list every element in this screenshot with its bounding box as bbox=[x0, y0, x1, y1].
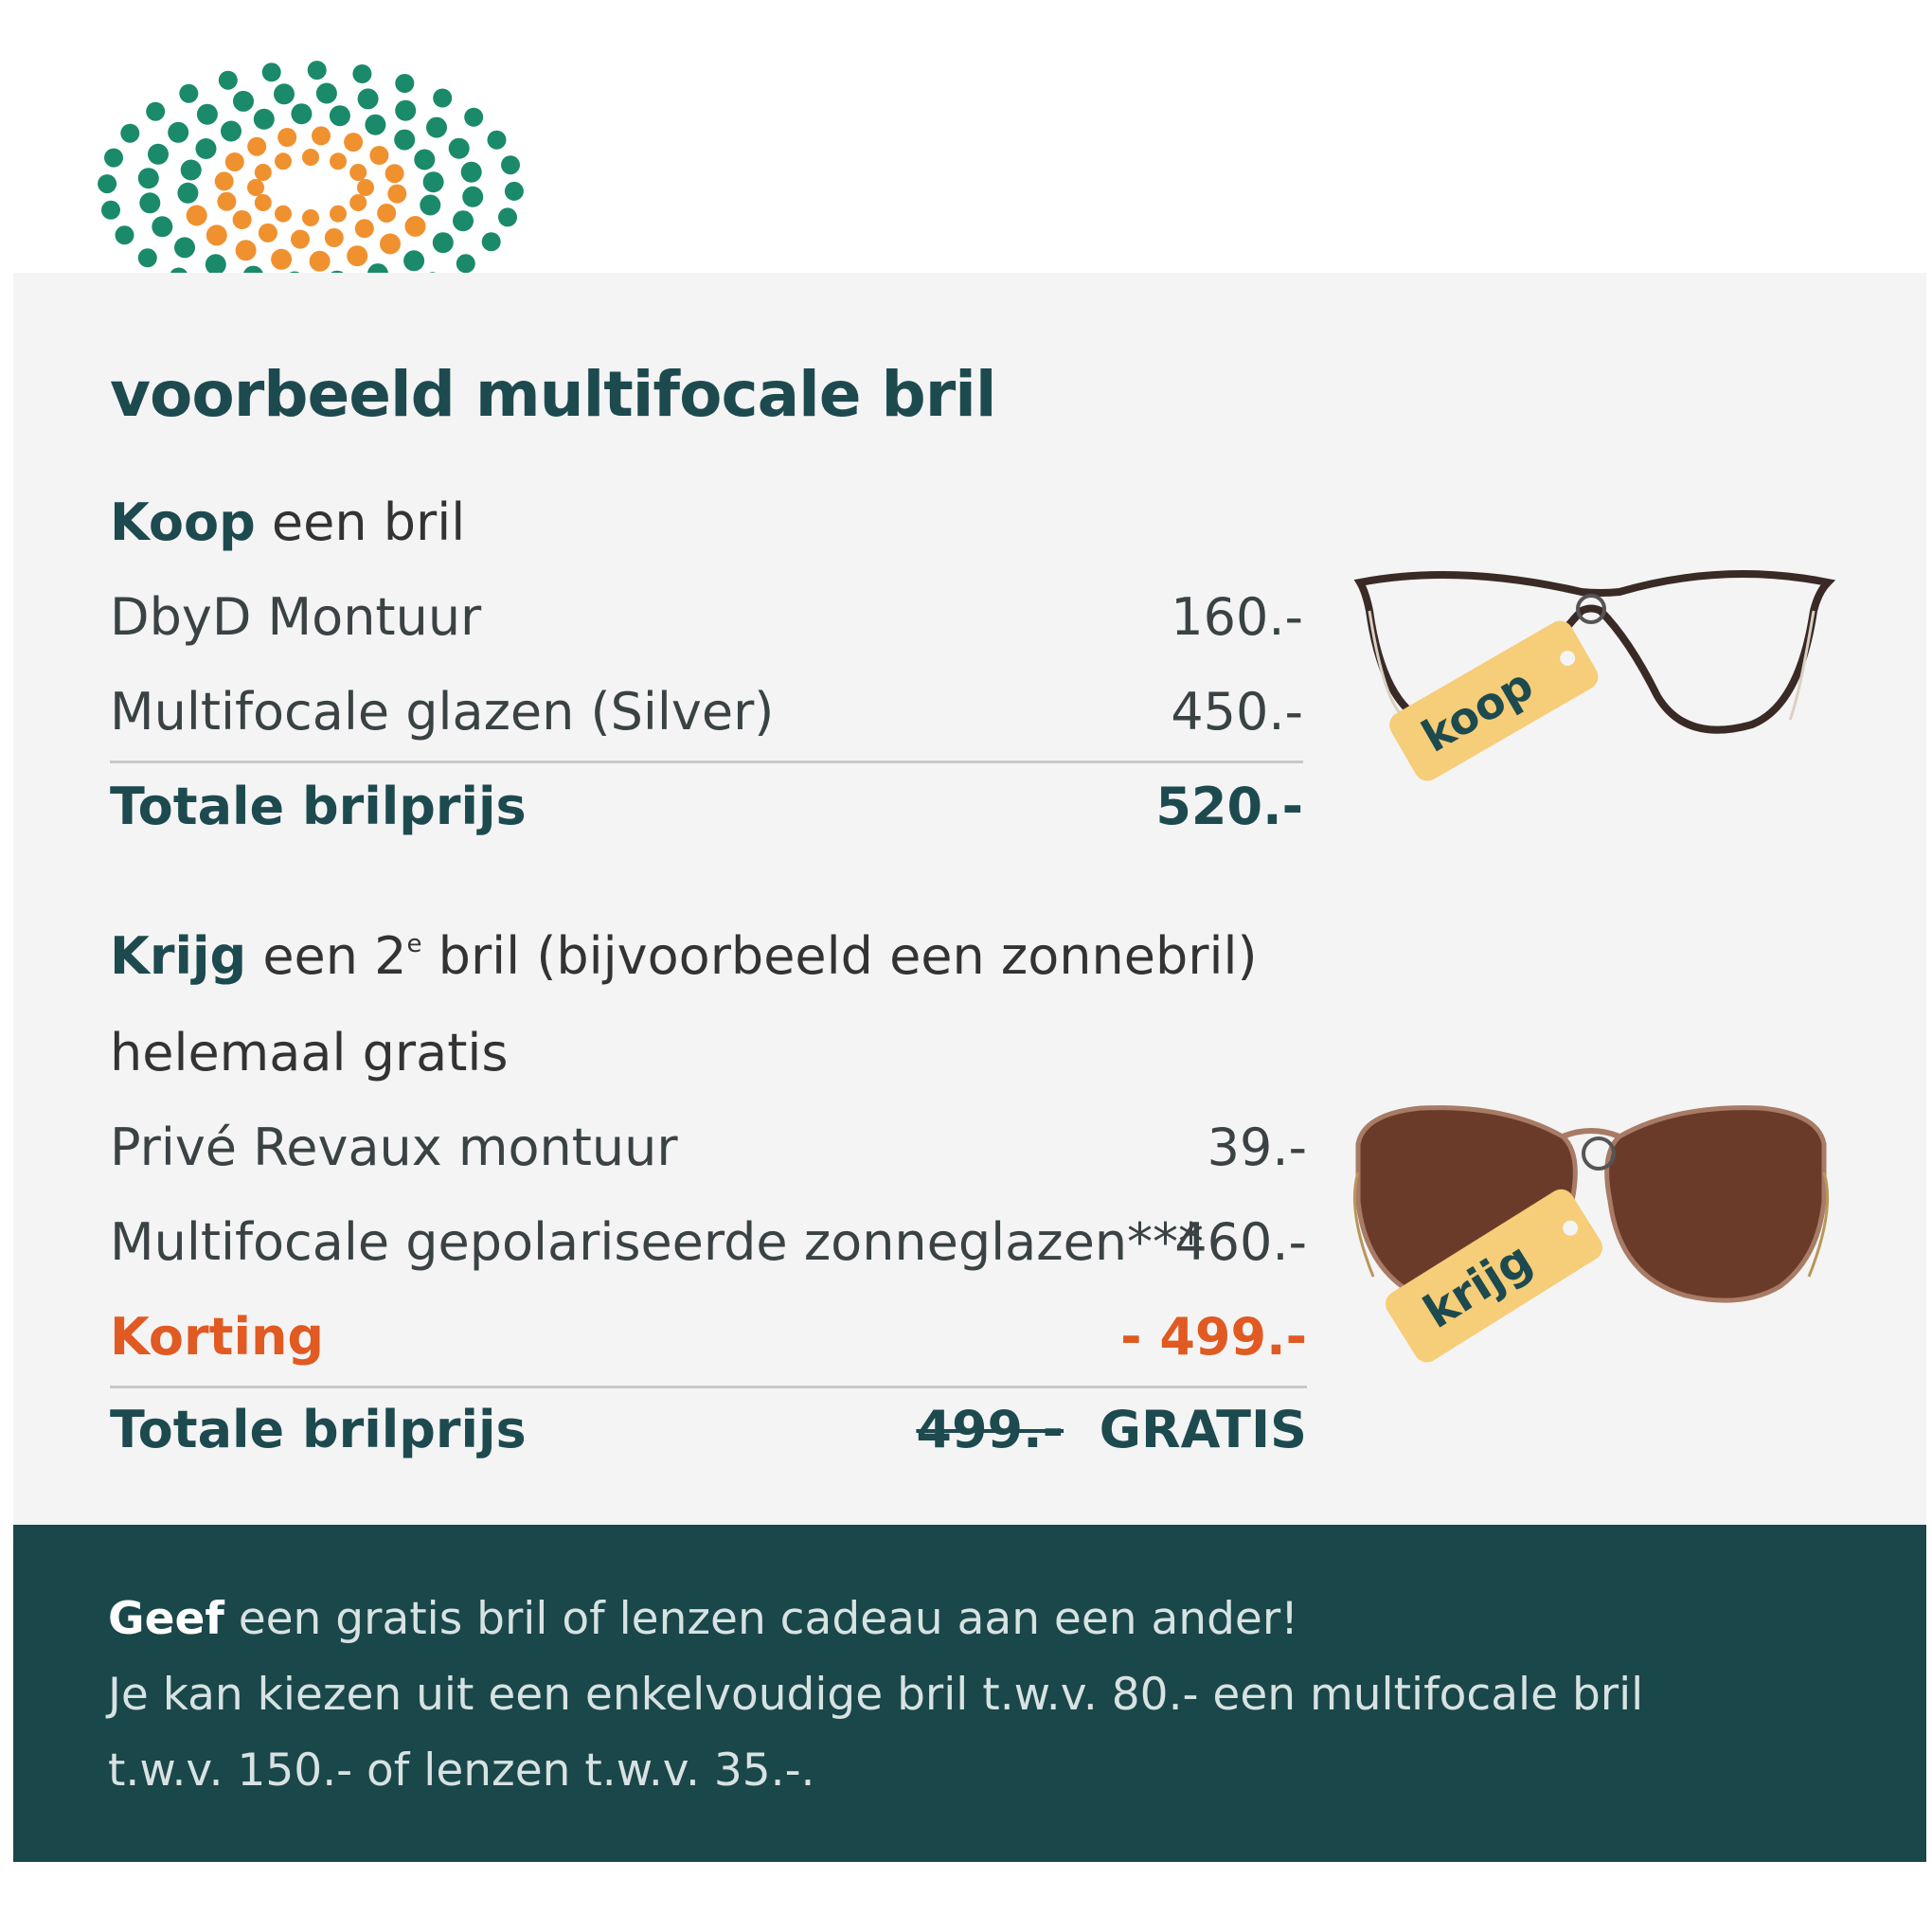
discount-price: - 499.- bbox=[1120, 1307, 1307, 1367]
get-heading-line2: helemaal gratis bbox=[110, 1023, 509, 1082]
divider bbox=[110, 1386, 1307, 1388]
logo-dot bbox=[349, 164, 367, 181]
logo-dot bbox=[275, 152, 292, 170]
logo-dot bbox=[255, 194, 272, 211]
logo-dot bbox=[168, 122, 188, 143]
logo-dot bbox=[101, 201, 120, 220]
logo-dot bbox=[403, 250, 424, 271]
logo-dot bbox=[357, 179, 374, 196]
logo-dot bbox=[179, 84, 198, 103]
get-item-lenses-label: Multifocale gepolariseerde zonneglazen*** bbox=[110, 1212, 1205, 1272]
logo-dot bbox=[225, 152, 244, 171]
logo-dot bbox=[215, 171, 234, 190]
get-total-label: Totale brilprijs bbox=[110, 1400, 527, 1459]
logo-dot bbox=[236, 240, 257, 260]
buy-total-label: Totale brilprijs bbox=[110, 777, 527, 836]
logo-dot bbox=[369, 146, 388, 165]
get-total-price: 499.- GRATIS bbox=[916, 1400, 1307, 1459]
logo-dot bbox=[394, 130, 415, 151]
logo-dot bbox=[254, 109, 275, 130]
logo-dot bbox=[501, 155, 520, 174]
logo-dot bbox=[449, 138, 470, 159]
logo-dot bbox=[498, 207, 517, 226]
buy-heading: Koop een bril bbox=[110, 492, 466, 552]
eyeglasses-icon bbox=[1345, 554, 1837, 819]
logo-dot bbox=[233, 91, 254, 112]
logo-dot bbox=[380, 234, 401, 255]
logo-dot bbox=[271, 249, 292, 270]
logo-dot bbox=[414, 150, 435, 170]
logo-dot bbox=[405, 216, 426, 237]
divider bbox=[110, 760, 1303, 763]
logo-dot bbox=[275, 206, 292, 223]
logo-dot bbox=[302, 149, 319, 166]
footer-line-2: Je kan kiezen uit een enkelvoudige bril t.w.v. 80.- een multifocale bril bbox=[108, 1669, 1644, 1721]
get-item-lenses-price: 460.- bbox=[1174, 1212, 1307, 1272]
logo-dot bbox=[291, 103, 312, 124]
logo-dot bbox=[453, 210, 474, 231]
logo-dot bbox=[120, 124, 139, 143]
logo-dot bbox=[148, 144, 169, 165]
logo-dot bbox=[505, 182, 524, 201]
logo-dot bbox=[116, 225, 134, 244]
footer-line-1: Geef een gratis bril of lenzen cadeau aan een ander! bbox=[108, 1593, 1299, 1645]
logo-dot bbox=[181, 160, 202, 181]
logo-dot bbox=[302, 209, 319, 226]
logo-dot bbox=[217, 192, 236, 211]
sunglasses-icon bbox=[1345, 1097, 1837, 1381]
logo-dot bbox=[385, 164, 404, 183]
buy-item-frame-label: DbyD Montuur bbox=[110, 587, 482, 647]
logo-dot bbox=[488, 131, 507, 150]
logo-dot bbox=[310, 251, 331, 272]
logo-dot bbox=[138, 168, 159, 188]
logo-dot bbox=[355, 219, 374, 238]
buy-item-lenses-price: 450.- bbox=[1171, 682, 1303, 742]
logo-dot bbox=[352, 64, 371, 83]
footer-banner bbox=[13, 1525, 1926, 1862]
logo-dot bbox=[247, 179, 264, 196]
logo-dot bbox=[377, 204, 396, 223]
logo-dot bbox=[395, 74, 414, 93]
logo-dot bbox=[262, 63, 281, 81]
buy-item-lenses-label: Multifocale glazen (Silver) bbox=[110, 682, 775, 742]
buy-item-frame-price: 160.- bbox=[1171, 587, 1303, 647]
logo-dot bbox=[325, 228, 344, 247]
logo-dot bbox=[98, 174, 116, 193]
logo-dot bbox=[347, 245, 367, 266]
logo-dot bbox=[219, 71, 238, 90]
logo-dot bbox=[138, 248, 157, 267]
logo-dot bbox=[482, 232, 501, 251]
logo-dot bbox=[146, 102, 165, 121]
logo-dot bbox=[174, 237, 195, 258]
logo-dot bbox=[349, 194, 367, 211]
buy-tag-text: koop bbox=[1413, 658, 1542, 762]
logo-dot bbox=[206, 224, 227, 245]
logo-dot bbox=[420, 195, 440, 216]
logo-dot bbox=[291, 230, 310, 249]
logo-dot bbox=[330, 206, 347, 223]
footer-line-3: t.w.v. 150.- of lenzen t.w.v. 35.-. bbox=[108, 1744, 815, 1797]
logo-dot bbox=[274, 83, 295, 104]
logo-dot bbox=[344, 133, 363, 152]
logo-dot bbox=[464, 108, 483, 127]
logo-dot bbox=[433, 89, 452, 108]
logo-dot bbox=[187, 206, 207, 226]
logo-dot bbox=[423, 171, 444, 192]
logo-dot bbox=[104, 149, 123, 168]
logo-dot bbox=[358, 88, 379, 109]
logo-dot bbox=[206, 254, 226, 275]
logo-dot bbox=[221, 121, 242, 142]
get-tag-text: krijg bbox=[1414, 1232, 1542, 1339]
logo-dot bbox=[277, 128, 296, 147]
discount-label: Korting bbox=[110, 1307, 325, 1367]
logo-dot bbox=[197, 104, 218, 125]
logo-dot bbox=[433, 232, 454, 253]
logo-dot bbox=[395, 100, 416, 121]
logo-dot bbox=[387, 185, 406, 204]
logo-dot bbox=[316, 83, 337, 104]
logo-dot bbox=[330, 105, 350, 126]
logo-dot bbox=[247, 137, 266, 156]
get-heading: Krijg een 2e bril (bijvoorbeeld een zonnebril) bbox=[110, 926, 1258, 986]
logo-dot bbox=[177, 183, 198, 204]
logo-dot bbox=[139, 192, 160, 213]
logo-dot bbox=[426, 117, 447, 138]
logo-dot bbox=[196, 138, 217, 159]
logo-dot bbox=[308, 61, 327, 80]
get-item-frame-price: 39.- bbox=[1207, 1118, 1307, 1177]
logo-dot bbox=[312, 126, 331, 145]
logo-dot bbox=[152, 216, 172, 237]
buy-total-price: 520.- bbox=[1155, 777, 1303, 836]
logo-dot bbox=[255, 164, 272, 181]
logo-dot bbox=[462, 187, 483, 207]
logo-dot bbox=[330, 152, 347, 170]
logo-dot bbox=[456, 254, 475, 273]
get-item-frame-label: Privé Revaux montuur bbox=[110, 1118, 678, 1177]
logo-dot bbox=[259, 224, 277, 242]
logo-dot bbox=[461, 162, 482, 183]
logo-dot bbox=[233, 210, 252, 229]
page-title: voorbeeld multifocale bril bbox=[110, 358, 996, 431]
logo-dot bbox=[365, 115, 385, 135]
